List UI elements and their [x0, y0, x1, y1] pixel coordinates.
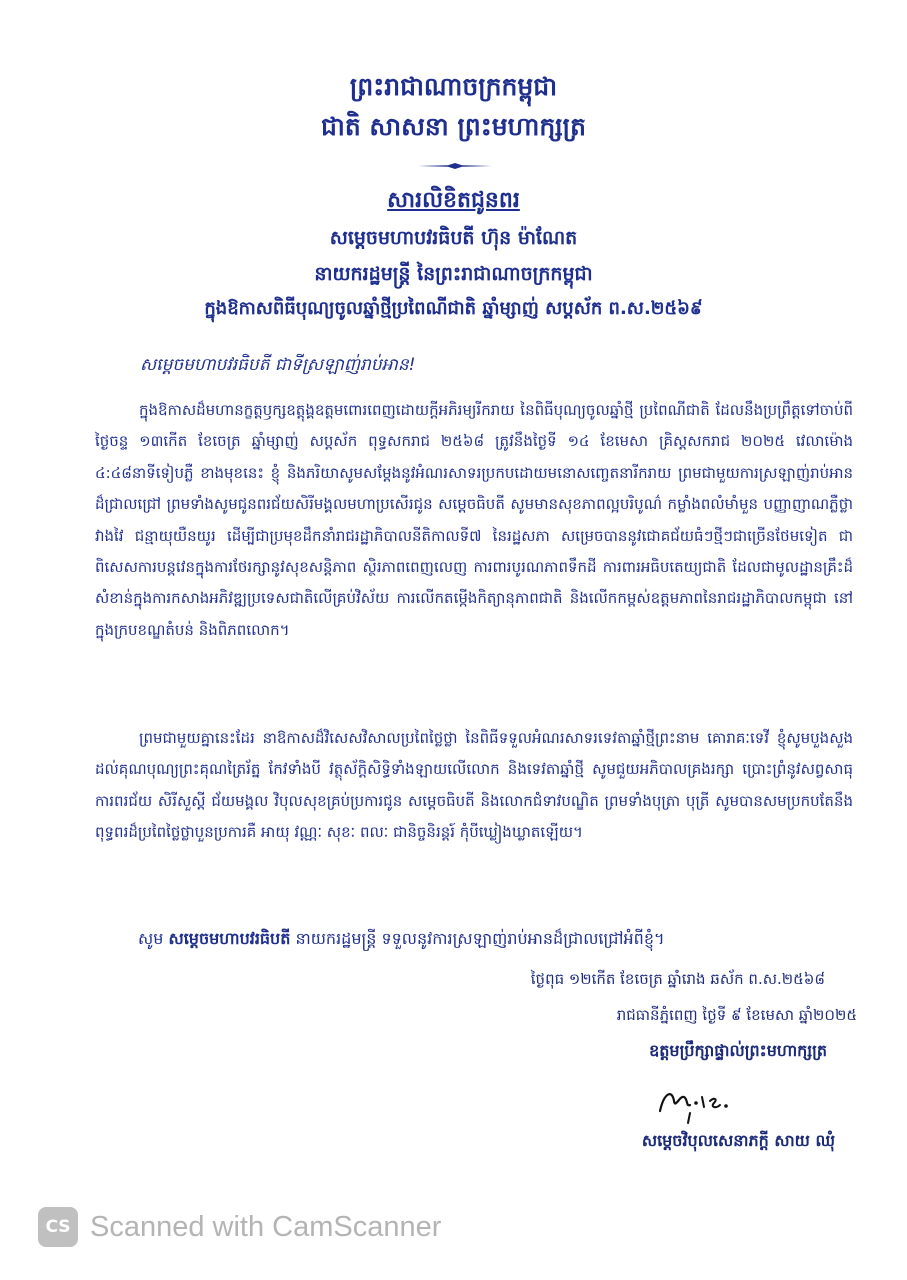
document-title: សារលិខិតជូនពរ: [387, 188, 520, 213]
national-motto: ជាតិ សាសនា ព្រះមហាក្សត្រ: [321, 112, 586, 141]
signer-title: ឧត្តមប្រឹក្សាផ្ទាល់ព្រះមហាក្សត្រ: [649, 1041, 827, 1060]
body-paragraph-1: ក្នុងឱកាសដ៏មហានក្ខត្តឫក្សឧត្តុង្គឧត្តមពោរពេញដោយក្តីអភិរម្យរីករាយ នៃពិធីបុណ្យចូលឆ្នាំថ្មី ប្រពៃណីជាតិ ដែលនឹងប្រព្រឹត្តទៅចាប់ពីថ្ងៃចន្ទ ១៣កើត ខែចេត្រ ឆ្នាំម្សាញ់ សប្តស័ក ពុទ្ធសករាជ ២៥៦៨ ត្រូវនឹងថ្ងៃទី ១៤ ខែមេសា គ្រិស្តសករាជ ២០២៥ វេលាម៉ោង ៤:៤៨នាទីទៀបភ្លឺ ខាងមុខនេះ ខ្ញុំ និងភរិយាសូមសម្តែងនូវអំណរសាទរប្រកបដោយមនោសញ្ចេតនារីករាយ ព្រមជាមួយការស្រឡាញ់រាប់អានដ៏ជ្រាលជ្រៅ ព្រមទាំងសូមជូនពរជ័យសិរីមង្គលមហាប្រសើរជូន សម្តេចធិបតី សូមមានសុខភាពល្អបរិបូណ៌ កម្លាំងពលំមាំមួន បញ្ញាញាណភ្លឺថ្លាវាងវៃ ជន្មាយុយឺនយូរ ដើម្បីជាប្រមុខដឹកនាំរាជរដ្ឋាភិបាលនីតិកាលទី៧ នៃរដ្ឋសភា សម្រេចបាននូវជោគជ័យធំៗថ្មីៗជាច្រើនថែមទៀត ជាពិសេសការបន្តវេនក្នុងការថែរក្សានូវសុខសន្តិភាព ស្ថិរភាពពេញលេញ ការពារបូរណភាពទឹកដី ការពារអធិបតេយ្យជាតិ ដែលជាមូលដ្ឋានគ្រឹះដ៏សំខាន់ក្នុងការកសាងអភិវឌ្ឍប្រទេសជាតិលើគ្រប់វិស័យ ការលើកតម្កើងកិត្យានុភាពជាតិ និងលើកកម្ពស់ឧត្តមភាពនៃរាជរដ្ឋាភិបាលកម្ពុជា នៅក្នុងក្របខណ្ឌតំបន់ និងពិភពលោក។: [95, 401, 853, 639]
occasion-line: ក្នុងឱកាសពិធីបុណ្យចូលឆ្នាំថ្មីប្រពៃណីជាតិ ឆ្នាំម្សាញ់ សប្តស័ក ព.ស.២៥៦៩: [204, 298, 703, 319]
recipient-name: សម្ដេចមហាបវរធិបតី ហ៊ុន ម៉ាណែត: [329, 227, 578, 249]
kingdom-heading: ព្រះរាជាណាចក្រកម្ពុជា: [349, 72, 558, 101]
place-date: រាជធានីភ្នំពេញ ថ្ងៃទី ៩ ខែមេសា ឆ្នាំ២០២៥: [616, 1006, 857, 1024]
closing-line: [138, 928, 665, 952]
handwritten-signature-icon: [650, 1075, 740, 1125]
signer-name: សម្តេចវិបុលសេនាភក្តី សាយ ឈុំ: [641, 1131, 835, 1150]
camscanner-logo-icon: CS: [38, 1207, 78, 1247]
watermark-text: Scanned with CamScanner: [90, 1210, 442, 1243]
closing-suffix: នាយករដ្ឋមន្ត្រី ទទួលនូវការស្រឡាញ់រាប់អានដ៏ជ្រាលជ្រៅអំពីខ្ញុំ។: [295, 929, 665, 948]
camscanner-watermark: [38, 1205, 441, 1249]
body-paragraph-2: ព្រមជាមួយគ្នានេះដែរ នាឱកាសដ៏វិសេសវិសាលប្រពៃថ្លៃថ្លា នៃពិធីទទួលអំណរសាទរទេវតាឆ្នាំថ្មីព្រះនាម គោរាគៈទេវី ខ្ញុំសូមបួងសួងដល់គុណបុណ្យព្រះគុណត្រៃរ័ត្ន កែវទាំងបី វត្ថុស័ក្តិសិទ្ធិទាំងឡាយលើលោក និងទេវតាឆ្នាំថ្មី សូមជួយអភិបាលគ្រងរក្សា ប្រោះព្រំនូវសព្វសាធុការពរជ័យ សិរីសួស្ដី ជ័យមង្គល វិបុលសុខគ្រប់ប្រការជូន សម្តេចធិបតី និងលោកជំទាវបណ្ឌិត ព្រមទាំងបុត្រា បុត្រី សូមបានសមប្រកបតែនឹងពុទ្ធពរដ៏ប្រពៃថ្លៃថ្លាបួនប្រការគឺ អាយុ វណ្ណៈ សុខៈ ពលៈ ជានិច្ចនិរន្តរ៍ កុំបីឃ្លៀងឃ្លាតឡើយ។: [95, 729, 853, 842]
recipient-position: នាយករដ្ឋមន្ត្រី នៃព្រះរាជាណាចក្រកម្ពុជា: [314, 263, 593, 285]
closing-name: សម្តេចមហាបវរធិបតី: [168, 929, 291, 948]
lunar-date: ថ្ងៃពុធ ១២កើត ខែចេត្រ ឆ្នាំរោង ឆស័ក ព.ស.២៥៦៨: [530, 970, 825, 988]
divider-ornament-icon: [418, 163, 492, 169]
closing-prefix: សូម: [138, 929, 164, 948]
salutation: សម្ដេចមហាបវរធិបតី ជាទីស្រឡាញ់រាប់អាន!: [140, 355, 416, 375]
